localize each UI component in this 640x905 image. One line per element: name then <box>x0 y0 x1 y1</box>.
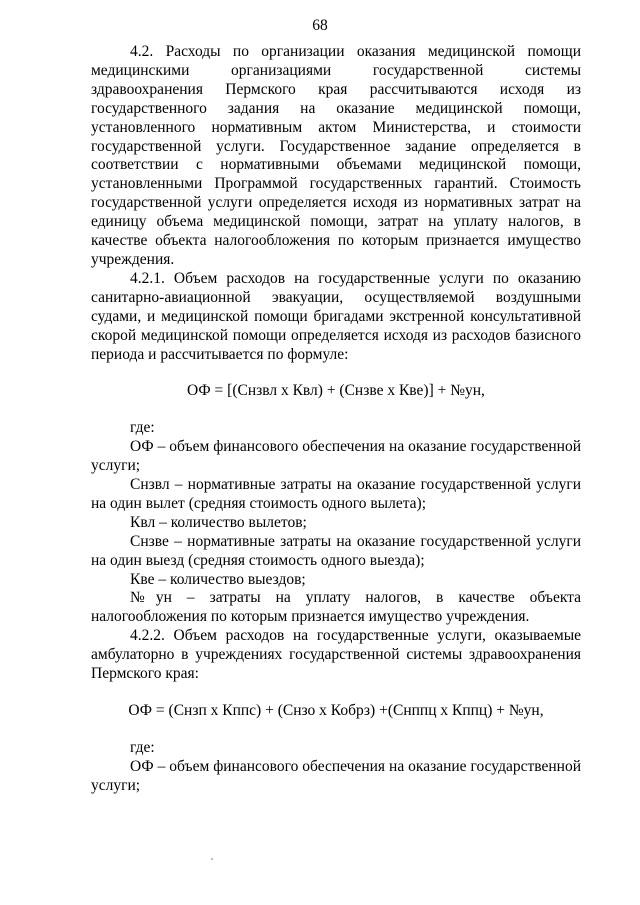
where-label: где: <box>130 738 155 756</box>
document-body <box>91 43 581 796</box>
definition-kve: Кве – количество выездов; <box>130 570 306 588</box>
paragraph-4-2-1: 4.2.1. Объем расходов на государственные услуги по оказанию санитарно-авиационной эвакуации, осуществляемой воздушными судами, и медицинской помощи бригадами экстренной консультативной скорой медицинской помощи определяется исходя из расходов базисного периода и рассчитывается по формуле: <box>91 269 581 363</box>
page-number: 68 <box>312 17 328 34</box>
definition-of: ОФ – объем финансового обеспечения на оказание государственной услуги; <box>91 757 581 794</box>
definition-of: ОФ – объем финансового обеспечения на оказание государственной услуги; <box>91 438 581 475</box>
definition-nun: №ун – затраты на уплату налогов, в качестве объекта налогообложения по которым признается имущество учреждения. <box>91 589 581 626</box>
where-label: где: <box>130 419 155 437</box>
definition-snzvl: Снзвл – нормативные затраты на оказание государственной услуги на один вылет (средняя стоимость одного вылета); <box>91 476 581 512</box>
formula-outpatient: ОФ = (Снзп x Кппс) + (Снзо x Кобрз) +(Снппц x Кппц) + №ун, <box>128 702 544 719</box>
definition-snzve: Снзве – нормативные затраты на оказание государственной услуги на один выезд (средняя стоимость одного выезда); <box>91 532 581 569</box>
paragraph-4-2-2: 4.2.2. Объем расходов на государственные услуги, оказываемые амбулаторно в учреждениях государственной системы здравоохранения Пермского края: <box>91 627 581 683</box>
definition-kvl: Квл – количество вылетов; <box>130 513 307 531</box>
formula-air-evacuation: ОФ = [(Снзвл x Квл) + (Снзве x Кве)] + №ун, <box>187 382 485 400</box>
paragraph-4-2: 4.2. Расходы по организации оказания медицинской помощи медицинскими организациями государственной системы здравоохранения Пермского края рассчитываются исходя из государственного задания на оказание медицинской помощи, установленного нормативным актом Министерства, и стоимости государственной услуги. Государственное задание определяется в соответствии с нормативными объемами медицинской помощи, установленными Программой государственных гарантий. Стоимость государственной услуги определяется исходя из нормативных затрат на единицу объема медицинской помощи, затрат на уплату налогов, в качестве объекта налогообложения по которым признается имущество учреждения. <box>91 43 581 268</box>
scan-speck <box>211 858 213 860</box>
